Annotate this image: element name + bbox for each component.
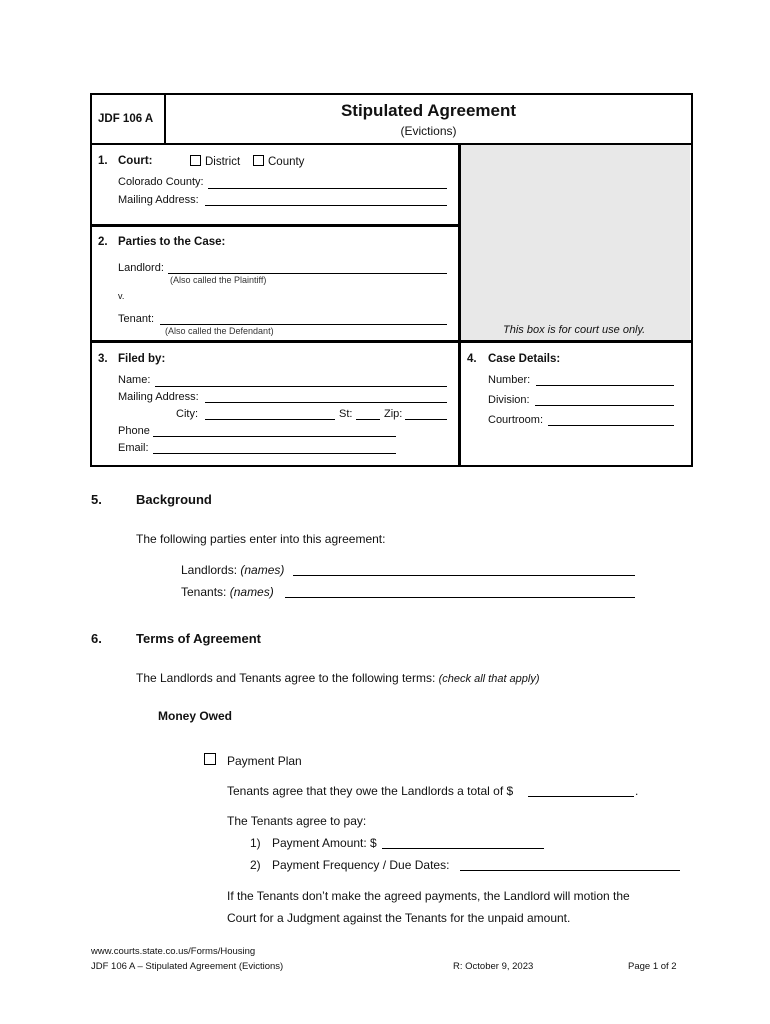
filer-zip-label: Zip: bbox=[384, 408, 403, 420]
filer-phone-field[interactable] bbox=[153, 436, 396, 437]
filer-name-label: Name: bbox=[118, 374, 151, 386]
filer-city-field[interactable] bbox=[205, 419, 335, 420]
footer-url: www.courts.state.co.us/Forms/Housing bbox=[91, 946, 256, 957]
court-mailing-field[interactable] bbox=[205, 205, 447, 206]
judgment-text-line2: Court for a Judgment against the Tenants for the unpaid amount. bbox=[227, 911, 571, 925]
background-heading: Background bbox=[136, 492, 212, 507]
filer-email-label: Email: bbox=[118, 442, 149, 454]
tenants-names-hint: (names) bbox=[229, 585, 274, 599]
colorado-county-label: Colorado County: bbox=[118, 176, 204, 188]
form-id: JDF 106 A bbox=[98, 113, 154, 125]
judgment-text-line1: If the Tenants don’t make the agreed payments, the Landlord will motion the bbox=[227, 889, 630, 903]
agree-pay-text: The Tenants agree to pay: bbox=[227, 814, 367, 828]
payment-plan-checkbox[interactable] bbox=[204, 753, 216, 765]
payment-amount-label: Payment Amount: $ bbox=[272, 836, 377, 850]
footer-page: Page 1 of 2 bbox=[628, 961, 677, 972]
district-checkbox[interactable] bbox=[190, 155, 201, 166]
terms-intro-hint: (check all that apply) bbox=[438, 673, 540, 685]
case-number-field[interactable] bbox=[536, 385, 674, 386]
parties-section-label: Parties to the Case: bbox=[118, 236, 226, 248]
owe-total-field[interactable] bbox=[528, 796, 634, 797]
filer-state-label: St: bbox=[339, 408, 353, 420]
terms-section-number: 6. bbox=[91, 631, 102, 646]
form-subtitle: (Evictions) bbox=[400, 124, 457, 138]
versus-label: v. bbox=[118, 291, 125, 301]
court-use-note: This box is for court use only. bbox=[503, 324, 646, 336]
courtroom-label: Courtroom: bbox=[488, 414, 544, 426]
court-mailing-label: Mailing Address: bbox=[118, 194, 199, 206]
terms-heading: Terms of Agreement bbox=[136, 631, 261, 646]
owe-text-end: . bbox=[635, 784, 639, 798]
filer-city-label: City: bbox=[176, 408, 198, 420]
filer-mailing-field[interactable] bbox=[205, 402, 447, 403]
payment-frequency-label: Payment Frequency / Due Dates: bbox=[272, 858, 450, 872]
filer-phone-label: Phone bbox=[118, 425, 150, 437]
background-section-number: 5. bbox=[91, 492, 102, 507]
parties-section-number: 2. bbox=[98, 236, 108, 248]
filer-zip-field[interactable] bbox=[405, 419, 447, 420]
landlords-names-label: Landlords: (names) bbox=[181, 563, 285, 577]
background-intro: The following parties enter into this agreement: bbox=[136, 532, 386, 546]
tenants-names-label: Tenants: (names) bbox=[181, 585, 274, 599]
terms-intro: The Landlords and Tenants agree to the following terms: (check all that apply) bbox=[136, 671, 540, 685]
division-field[interactable] bbox=[535, 405, 674, 406]
payment-amount-field[interactable] bbox=[382, 848, 544, 849]
case-details-section-number: 4. bbox=[467, 353, 477, 365]
case-number-label: Number: bbox=[488, 374, 531, 386]
county-checkbox[interactable] bbox=[253, 155, 264, 166]
case-details-section-label: Case Details: bbox=[488, 353, 561, 365]
district-label: District bbox=[205, 156, 241, 168]
landlord-hint: (Also called the Plaintiff) bbox=[170, 275, 267, 285]
tenants-names-field[interactable] bbox=[285, 597, 635, 598]
form-title: Stipulated Agreement bbox=[340, 101, 517, 120]
tenant-hint: (Also called the Defendant) bbox=[165, 326, 274, 336]
owe-text: Tenants agree that they owe the Landlords a total of $ bbox=[227, 784, 514, 798]
filed-by-section-number: 3. bbox=[98, 353, 108, 365]
form-header-box bbox=[90, 93, 693, 145]
item2-number: 2) bbox=[250, 858, 261, 872]
filed-by-section-label: Filed by: bbox=[118, 353, 166, 365]
division-label: Division: bbox=[488, 394, 530, 406]
courtroom-field[interactable] bbox=[548, 425, 674, 426]
landlord-field[interactable] bbox=[168, 273, 447, 274]
landlords-names-hint: (names) bbox=[240, 563, 285, 577]
court-section-number: 1. bbox=[98, 155, 108, 167]
item1-number: 1) bbox=[250, 836, 261, 850]
filer-email-field[interactable] bbox=[153, 453, 396, 454]
footer-revision: R: October 9, 2023 bbox=[453, 961, 534, 972]
tenant-field[interactable] bbox=[160, 324, 447, 325]
payment-frequency-field[interactable] bbox=[460, 870, 680, 871]
filer-state-field[interactable] bbox=[356, 419, 380, 420]
tenant-label: Tenant: bbox=[118, 313, 155, 325]
money-owed-heading: Money Owed bbox=[158, 709, 233, 723]
landlord-label: Landlord: bbox=[118, 262, 164, 274]
filer-mailing-label: Mailing Address: bbox=[118, 391, 199, 403]
footer-form-name: JDF 106 A – Stipulated Agreement (Evictions) bbox=[91, 961, 284, 972]
payment-plan-label: Payment Plan bbox=[227, 754, 302, 768]
court-use-box bbox=[461, 145, 690, 341]
landlords-names-field[interactable] bbox=[293, 575, 635, 576]
county-label: County bbox=[268, 156, 305, 168]
colorado-county-field[interactable] bbox=[208, 188, 447, 189]
court-section-label: Court: bbox=[118, 155, 153, 167]
filer-name-field[interactable] bbox=[155, 386, 447, 387]
